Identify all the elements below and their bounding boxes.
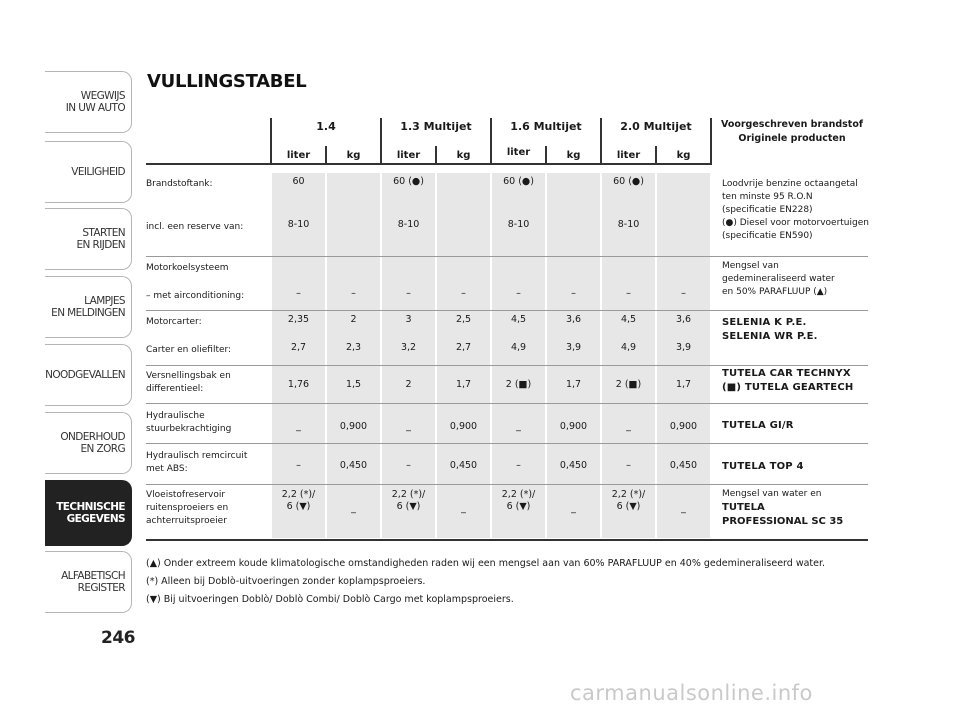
tab-noodgevallen[interactable] <box>45 344 132 406</box>
product-line: Loodvrije benzine octaangetal <box>722 179 858 189</box>
group-header: 1.4 <box>316 120 336 133</box>
tab-technische-gegevens[interactable] <box>45 480 132 546</box>
table-cell: 8-10 <box>507 219 530 230</box>
table-cell: – <box>681 288 686 299</box>
product-steering-fluid: TUTELA GI/R <box>722 420 794 431</box>
product-line: Mengsel van <box>722 261 779 271</box>
table-cell: _ <box>626 421 631 432</box>
table-cell: 1,7 <box>455 379 472 390</box>
table-cell: – <box>626 460 631 471</box>
table-cell: 1,7 <box>675 379 692 390</box>
table-cell: _ <box>351 503 356 514</box>
product-engine-oil <box>722 316 818 344</box>
page-title: VULLINGSTABEL <box>147 71 307 92</box>
product-line: TUTELA <box>722 502 765 513</box>
unit-header: liter <box>616 150 641 161</box>
group-header: 1.3 Multijet <box>400 120 472 133</box>
table-cell: – <box>461 288 466 299</box>
table-cell: 2 <box>405 379 412 390</box>
table-cell: – <box>516 460 521 471</box>
table-cell: – <box>296 460 301 471</box>
table-cell: 0,900 <box>559 421 588 432</box>
table-cell: 8-10 <box>617 219 640 230</box>
table-cell: 0,450 <box>449 460 478 471</box>
table-cell: 4,9 <box>620 342 637 353</box>
tab-label: LAMPJES EN MELDINGEN <box>51 295 125 319</box>
table-cell: 3,6 <box>565 314 582 325</box>
table-cell: 2,2 (*)/ 6 (▼) <box>391 489 426 512</box>
row-label: Versnellingsbak en differentieel: <box>146 371 231 394</box>
product-line: SELENIA WR P.E. <box>722 331 818 342</box>
row-divider <box>146 256 868 257</box>
table-cell: 0,450 <box>339 460 368 471</box>
table-cell: 60 <box>292 176 305 187</box>
row-label: Motorkoelsysteem <box>146 263 229 273</box>
product-line: (specificatie EN228) <box>722 205 813 215</box>
table-cell: 0,450 <box>559 460 588 471</box>
footnotes <box>146 555 825 609</box>
tab-lampjes[interactable] <box>45 276 132 338</box>
unit-header: kg <box>566 150 581 161</box>
table-cell: 3 <box>405 314 412 325</box>
table-cell: 2,2 (*)/ 6 (▼) <box>611 489 646 512</box>
unit-header: liter <box>506 147 531 158</box>
table-cell: 3,6 <box>675 314 692 325</box>
table-cell: 2,3 <box>345 342 362 353</box>
footnote: (▼) Bij uitvoeringen Doblò/ Doblò Combi/ Doblò Cargo met koplampsproeiers. <box>146 594 514 605</box>
header-rule <box>146 163 712 165</box>
row-divider <box>146 484 868 485</box>
table-cell: 2 (■) <box>615 379 642 390</box>
table-cell: _ <box>296 421 301 432</box>
footnote: (*) Alleen bij Doblò-uitvoeringen zonder koplampsproeiers. <box>146 576 426 587</box>
page-number: 246 <box>101 628 135 648</box>
product-line: (■) TUTELA GEARTECH <box>722 382 854 393</box>
row-divider <box>146 443 868 444</box>
table-cell: _ <box>406 421 411 432</box>
table-cell: – <box>571 288 576 299</box>
table-cell: 0,900 <box>449 421 478 432</box>
table-cell: 2 (■) <box>505 379 532 390</box>
table-cell: 0,900 <box>669 421 698 432</box>
tab-label: WEGWIJS IN UW AUTO <box>65 90 125 114</box>
chapter-sidebar <box>0 0 140 709</box>
unit-header: liter <box>286 150 311 161</box>
row-label: Hydraulisch remcircuit met ABS: <box>146 451 248 474</box>
table-cell: 60 (●) <box>613 176 644 187</box>
product-gearbox-oil <box>722 367 853 395</box>
group-header: 1.6 Multijet <box>510 120 582 133</box>
row-label: Brandstoftank: <box>146 179 213 189</box>
table-cell: 2,2 (*)/ 6 (▼) <box>501 489 536 512</box>
product-washer-fluid <box>722 487 843 529</box>
tab-label: VEILIGHEID <box>71 166 125 178</box>
table-cell: 0,900 <box>339 421 368 432</box>
table-cell: 8-10 <box>287 219 310 230</box>
row-divider <box>146 310 868 311</box>
footnote: (▲) Onder extreem koude klimatologische omstandigheden raden wij een mengsel aan van 60% PARAFLUUP en 40% gedemineraliseerd water. <box>146 558 826 569</box>
table-cell: 1,7 <box>565 379 582 390</box>
row-divider <box>146 365 868 366</box>
table-cell: – <box>406 460 411 471</box>
products-header-line: Voorgeschreven brandstof <box>720 119 863 130</box>
table-cell: 2,7 <box>455 342 472 353</box>
table-cell: _ <box>571 503 576 514</box>
table-cell: – <box>351 288 356 299</box>
table-bottom-rule <box>146 539 868 541</box>
table-cell: 8-10 <box>397 219 420 230</box>
row-label: Motorcarter: <box>146 317 202 327</box>
table-cell: _ <box>516 421 521 432</box>
product-line: en 50% PARAFLUUP (▲) <box>722 287 828 297</box>
tab-label: TECHNISCHE GEGEVENS <box>56 501 125 525</box>
table-cell: 3,9 <box>565 342 582 353</box>
tab-wegwijs[interactable] <box>45 71 132 133</box>
tab-alfabetisch-register[interactable] <box>45 551 132 613</box>
product-line: SELENIA K P.E. <box>722 317 807 328</box>
products-header <box>716 118 868 146</box>
table-cell: 2,7 <box>290 342 307 353</box>
table-cell: 3,9 <box>675 342 692 353</box>
watermark: carmanualsonline.info <box>570 681 813 705</box>
unit-header: liter <box>396 150 421 161</box>
table-cell: 4,9 <box>510 342 527 353</box>
products-header-line: Originele producten <box>738 133 846 144</box>
table-cell: – <box>516 288 521 299</box>
row-label: incl. een reserve van: <box>146 222 244 232</box>
product-line: gedemineraliseerd water <box>722 274 835 284</box>
tab-starten[interactable] <box>45 208 132 270</box>
unit-header: kg <box>676 150 691 161</box>
product-line: TUTELA CAR TECHNYX <box>722 368 851 379</box>
table-cell: 60 (●) <box>393 176 424 187</box>
header-separator <box>710 118 712 165</box>
row-label: Hydraulische stuurbekrachtiging <box>146 411 232 434</box>
table-cell: 2 <box>350 314 357 325</box>
row-label: Carter en oliefilter: <box>146 345 232 355</box>
table-cell: – <box>406 288 411 299</box>
tab-veiligheid[interactable] <box>45 141 132 203</box>
table-cell: 3,2 <box>400 342 417 353</box>
tab-label: NOODGEVALLEN <box>45 369 125 381</box>
tab-label: ONDERHOUD EN ZORG <box>60 431 125 455</box>
table-cell: _ <box>681 503 686 514</box>
table-cell: _ <box>461 503 466 514</box>
product-coolant <box>722 260 835 299</box>
row-label: – met airconditioning: <box>146 291 245 301</box>
product-line: (●) Diesel voor motorvoertuigen <box>722 218 869 228</box>
table-cell: 1,5 <box>345 379 362 390</box>
product-line: Mengsel van water en <box>722 489 822 499</box>
tab-onderhoud[interactable] <box>45 412 132 474</box>
product-line: ten minste 95 R.O.N <box>722 192 813 202</box>
row-label: Vloeistofreservoir ruitensproeiers en achterruitsproeier <box>146 490 229 526</box>
table-cell: 2,35 <box>287 314 310 325</box>
table-cell: 0,450 <box>669 460 698 471</box>
table-cell: 60 (●) <box>503 176 534 187</box>
table-cell: 4,5 <box>510 314 527 325</box>
product-brake-fluid: TUTELA TOP 4 <box>722 461 804 472</box>
table-cell: – <box>626 288 631 299</box>
unit-header: kg <box>456 150 471 161</box>
row-divider <box>146 403 868 404</box>
table-cell: 2,5 <box>455 314 472 325</box>
group-header: 2.0 Multijet <box>620 120 692 133</box>
product-line: PROFESSIONAL SC 35 <box>722 516 844 527</box>
tab-label: STARTEN EN RIJDEN <box>76 227 125 251</box>
table-cell: 4,5 <box>620 314 637 325</box>
product-fuel <box>722 178 869 243</box>
unit-header: kg <box>346 150 361 161</box>
tab-label: ALFABETISCH REGISTER <box>61 570 125 594</box>
table-cell: – <box>296 288 301 299</box>
table-cell: 2,2 (*)/ 6 (▼) <box>281 489 316 512</box>
table-cell: 1,76 <box>287 379 310 390</box>
product-line: (specificatie EN590) <box>722 231 813 241</box>
